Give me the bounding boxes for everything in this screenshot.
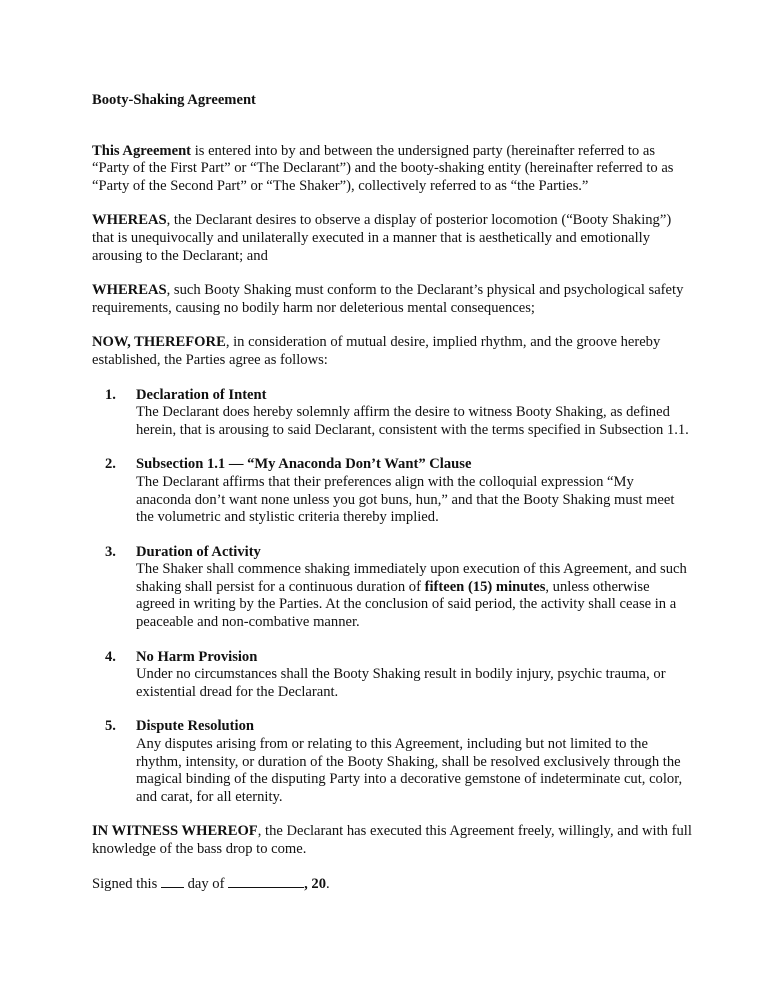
- clause-item: [92, 544, 692, 632]
- clause-body: The Declarant affirms that their preferences align with the colloquial expression “My anaconda don’t want none unless you got buns, hun,” and that the Booty Shaking must meet the volumetric and stylistic criteria thereby implied.: [136, 473, 675, 526]
- clause-heading: Subsection 1.1 — “My Anaconda Don’t Want” Clause: [136, 456, 472, 473]
- therefore-paragraph: [92, 334, 692, 369]
- clause-body: Any disputes arising from or relating to this Agreement, including but not limited to the rhythm, intensity, or duration of the Booty Shaking, shall be resolved exclusively through the magical binding of the disputing Party into a decorative gemstone of indeterminate cut, color, and carat, for all eternity.: [136, 736, 683, 805]
- clause-list: [92, 387, 692, 807]
- clause-number: 4.: [105, 648, 116, 665]
- intro-lead: This Agreement: [92, 142, 192, 159]
- document-title: Booty-Shaking Agreement: [92, 92, 256, 108]
- signed-prefix: Signed this: [92, 875, 161, 892]
- clause-number: 3.: [105, 543, 116, 560]
- clause-number: 2.: [105, 456, 116, 473]
- whereas-paragraph-2: [92, 282, 692, 317]
- clause-item: [92, 456, 692, 526]
- clause-body: Under no circumstances shall the Booty Shaking result in bodily injury, psychic trauma, or existential dread for the Declarant.: [136, 666, 666, 700]
- witness-text: , the Declarant has executed this Agreement freely, willingly, and with full knowledge of the bass drop to come.: [92, 823, 692, 857]
- signed-end: .: [326, 875, 330, 892]
- agreement-document: [92, 92, 692, 910]
- whereas-lead-1: WHEREAS: [92, 212, 167, 229]
- month-blank[interactable]: [228, 876, 304, 888]
- clause-number: 1.: [105, 386, 116, 403]
- witness-paragraph: [92, 823, 692, 858]
- clause-item: [92, 649, 692, 702]
- whereas-paragraph-1: [92, 212, 692, 265]
- intro-paragraph: [92, 143, 692, 196]
- clause-item: [92, 718, 692, 806]
- clause-body-post: , unless otherwise agreed in writing by the Parties. At the conclusion of said period, the activity shall cease in a peaceable and non-combative manner.: [136, 578, 677, 631]
- therefore-text: , in consideration of mutual desire, implied rhythm, and the groove hereby established, the Parties agree as follows:: [92, 334, 661, 368]
- clause-body-bold: fifteen (15) minutes: [424, 578, 546, 595]
- signed-middle: day of: [183, 875, 229, 892]
- day-blank[interactable]: [161, 876, 184, 888]
- whereas-text-2: , such Booty Shaking must conform to the Declarant’s physical and psychological safety requirements, causing no bodily harm nor deleterious mental consequences;: [92, 282, 684, 316]
- therefore-lead: NOW, THEREFORE: [92, 334, 226, 351]
- clause-number: 5.: [105, 718, 116, 735]
- intro-text: is entered into by and between the undersigned party (hereinafter referred to as “Party of the First Part” or “The Declarant”) and the booty-shaking entity (hereinafter referred to as “Party of the Second Part” or “The Shaker”), collectively referred to as “the Parties.”: [92, 142, 674, 194]
- clause-body-pre: The Shaker shall commence shaking immediately upon execution of this Agreement, and such shaking shall persist for a continuous duration of: [136, 561, 687, 595]
- clause-body: The Declarant does hereby solemnly affirm the desire to witness Booty Shaking, as defined herein, that is arousing to said Declarant, consistent with the terms specified in Subsection 1.1.: [136, 404, 689, 438]
- witness-lead: IN WITNESS WHEREOF: [92, 823, 258, 840]
- whereas-text-1: , the Declarant desires to observe a display of posterior locomotion (“Booty Shaking”) that is unequivocally and unilaterally executed in a manner that is aesthetically and emotionally arousing to the Declarant; and: [92, 212, 672, 264]
- clause-heading: Dispute Resolution: [136, 718, 254, 735]
- clause-heading: Declaration of Intent: [136, 386, 267, 403]
- signed-year: , 20: [304, 875, 326, 892]
- signature-line: [92, 876, 692, 894]
- whereas-lead-2: WHEREAS: [92, 282, 167, 299]
- clause-item: [92, 387, 692, 440]
- clause-body: [136, 561, 687, 630]
- clause-heading: No Harm Provision: [136, 648, 258, 665]
- clause-heading: Duration of Activity: [136, 543, 261, 560]
